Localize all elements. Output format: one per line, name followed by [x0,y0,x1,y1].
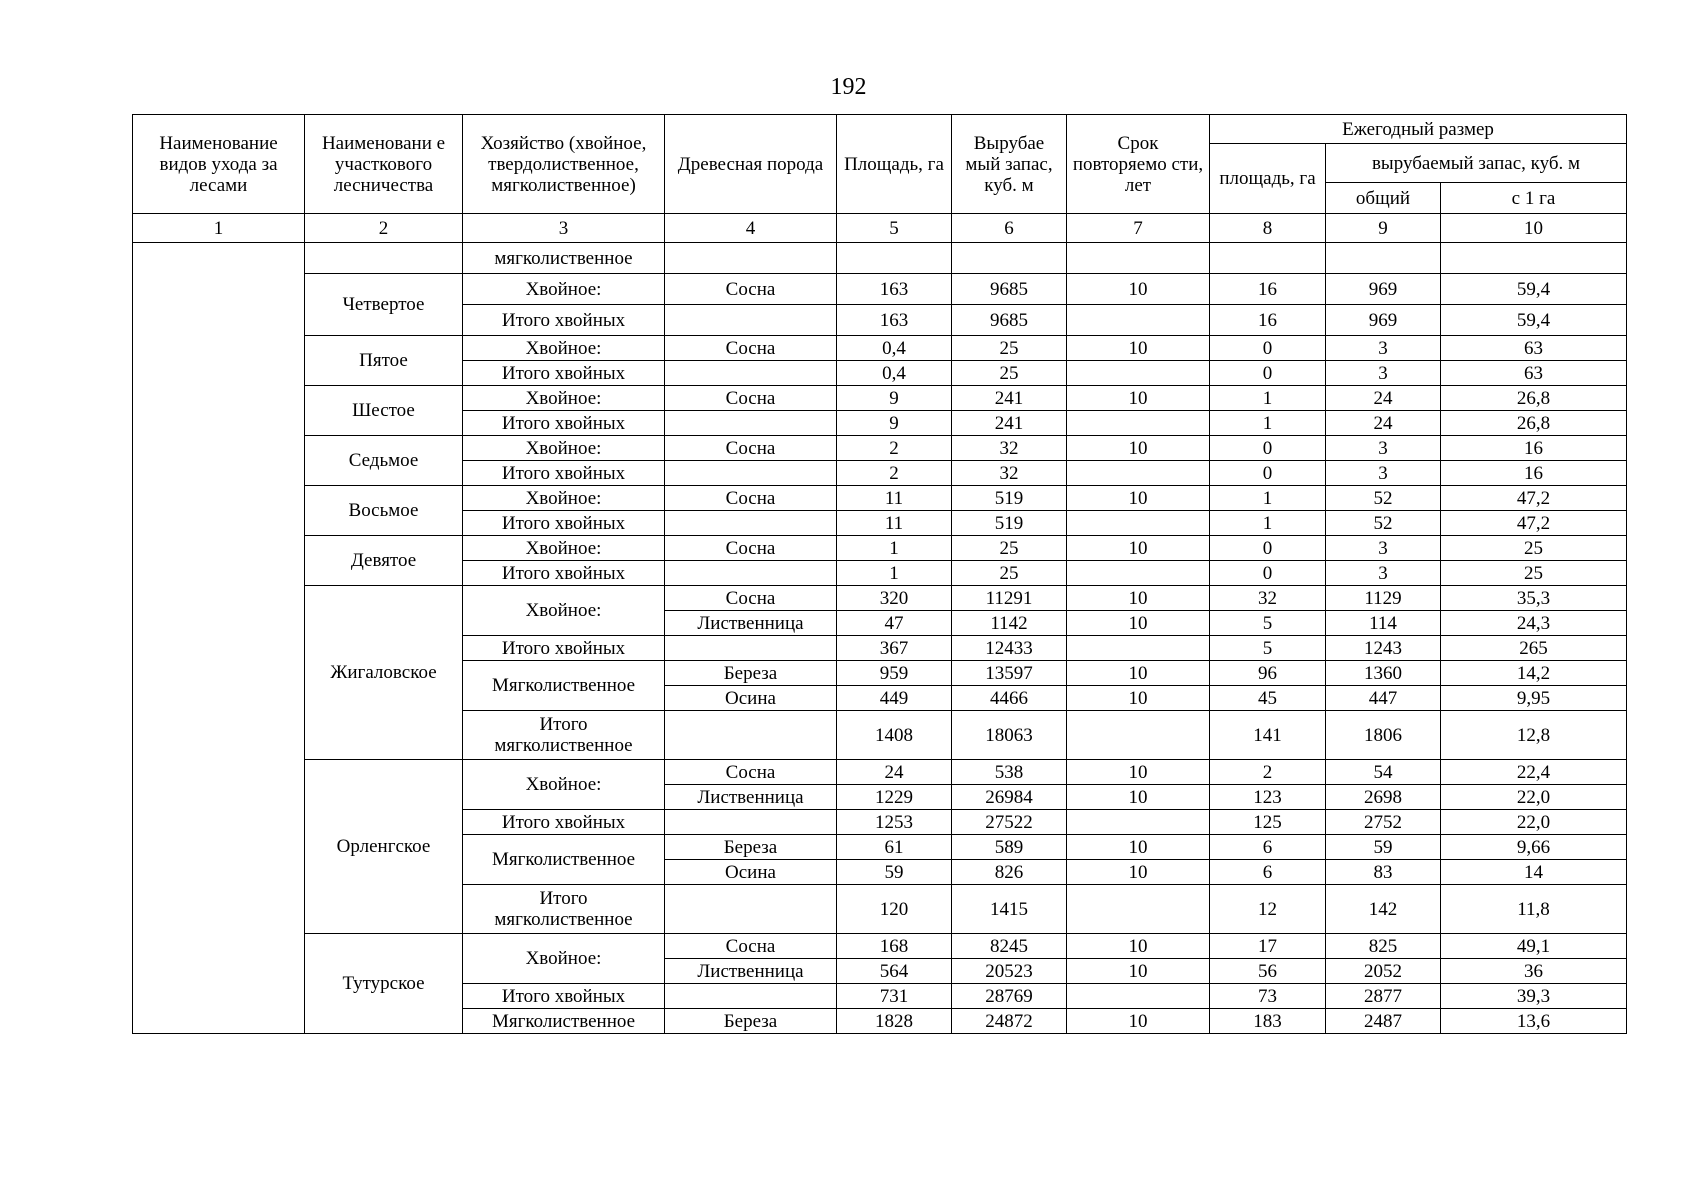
area-cell: 731 [837,984,952,1009]
annual-per-ha-cell: 49,1 [1441,934,1627,959]
annual-total-cell: 447 [1326,686,1441,711]
annual-total-cell: 2052 [1326,959,1441,984]
annual-area-cell: 0 [1210,461,1326,486]
annual-per-ha-cell: 35,3 [1441,586,1627,611]
column-number: 2 [305,214,463,243]
column-number: 6 [952,214,1067,243]
area-cell: 9 [837,386,952,411]
header-volume: Вырубае мый запас, куб. м [952,115,1067,214]
annual-per-ha-cell: 24,3 [1441,611,1627,636]
annual-total-cell: 59 [1326,835,1441,860]
volume-cell: 11291 [952,586,1067,611]
species-cell: Сосна [665,486,837,511]
species-cell [665,305,837,336]
period-cell [1067,511,1210,536]
table-row [133,436,1627,461]
farm-line: Итого [539,714,588,735]
care-type-cell [133,243,305,1034]
period-cell: 10 [1067,586,1210,611]
farm-cell: Итого хвойных [463,984,665,1009]
area-cell: 59 [837,860,952,885]
table-row [133,760,1627,785]
annual-total-cell: 3 [1326,461,1441,486]
column-numbers-row [133,214,1627,243]
annual-per-ha-cell: 25 [1441,536,1627,561]
volume-cell: 1142 [952,611,1067,636]
table-row [133,386,1627,411]
area-cell: 9 [837,411,952,436]
forestry-name: Девятое [305,536,463,586]
annual-per-ha-cell: 22,0 [1441,810,1627,835]
area-cell: 449 [837,686,952,711]
annual-total-cell: 114 [1326,611,1441,636]
forest-care-table [132,114,1627,1034]
area-cell: 120 [837,885,952,934]
species-cell: Лиственница [665,785,837,810]
forestry-name: Восьмое [305,486,463,536]
area-cell: 47 [837,611,952,636]
volume-cell: 9685 [952,274,1067,305]
period-cell [1067,885,1210,934]
species-cell: Сосна [665,336,837,361]
period-cell: 10 [1067,835,1210,860]
farm-cell: Итого хвойных [463,561,665,586]
header-period: Срок повторяемо сти, лет [1067,115,1210,214]
farm-cell: Итого хвойных [463,511,665,536]
area-cell: 1253 [837,810,952,835]
farm-cell: Хвойное: [463,274,665,305]
annual-total-cell: 24 [1326,411,1441,436]
annual-area-cell: 5 [1210,611,1326,636]
annual-total-cell: 2752 [1326,810,1441,835]
period-cell: 10 [1067,336,1210,361]
period-cell: 10 [1067,274,1210,305]
area-cell: 163 [837,305,952,336]
annual-area-cell: 45 [1210,686,1326,711]
annual-total-cell: 1360 [1326,661,1441,686]
volume-cell: 27522 [952,810,1067,835]
annual-per-ha-cell: 11,8 [1441,885,1627,934]
forestry-name: Четвертое [305,274,463,336]
area-cell: 163 [837,274,952,305]
table-row [133,486,1627,511]
annual-area-cell: 1 [1210,486,1326,511]
farm-line: мягколиственное [494,909,633,930]
period-cell: 10 [1067,959,1210,984]
annual-area-cell: 183 [1210,1009,1326,1034]
area-cell: 320 [837,586,952,611]
annual-total-cell: 969 [1326,274,1441,305]
area-cell: 959 [837,661,952,686]
annual-total-cell: 1243 [1326,636,1441,661]
volume-cell: 538 [952,760,1067,785]
period-cell: 10 [1067,661,1210,686]
annual-per-ha-cell: 26,8 [1441,386,1627,411]
volume-cell: 589 [952,835,1067,860]
annual-area-cell: 125 [1210,810,1326,835]
annual-per-ha-cell: 16 [1441,436,1627,461]
annual-total-cell: 3 [1326,361,1441,386]
annual-per-ha-cell: 9,66 [1441,835,1627,860]
annual-per-ha-cell: 25 [1441,561,1627,586]
annual-per-ha-cell: 16 [1441,461,1627,486]
period-cell [1067,411,1210,436]
farm-cell: Хвойное: [463,336,665,361]
header-annual-volume: вырубаемый запас, куб. м [1326,144,1627,183]
farm-cell [463,885,665,934]
annual-area-cell: 17 [1210,934,1326,959]
farm-cell: Итого хвойных [463,305,665,336]
header-annual-area: площадь, га [1210,144,1326,214]
annual-total-cell: 1129 [1326,586,1441,611]
period-cell: 10 [1067,536,1210,561]
annual-per-ha-cell: 9,95 [1441,686,1627,711]
period-cell: 10 [1067,686,1210,711]
farm-cell: Хвойное: [463,386,665,411]
area-cell: 1 [837,561,952,586]
volume-cell: 9685 [952,305,1067,336]
area-cell: 1229 [837,785,952,810]
period-cell: 10 [1067,386,1210,411]
header-care-type: Наименование видов ухода за лесами [133,115,305,214]
table-row [133,536,1627,561]
annual-per-ha-cell: 47,2 [1441,486,1627,511]
annual-total-cell: 2877 [1326,984,1441,1009]
farm-cell: Хвойное: [463,934,665,984]
annual-per-ha-cell: 14,2 [1441,661,1627,686]
period-cell [1067,711,1210,760]
forestry-cell [305,243,463,274]
annual-total-cell: 2487 [1326,1009,1441,1034]
annual-per-ha-cell: 12,8 [1441,711,1627,760]
volume-cell: 241 [952,386,1067,411]
volume-cell: 25 [952,361,1067,386]
area-cell: 1828 [837,1009,952,1034]
farm-line: Итого [539,888,588,909]
species-cell: Осина [665,686,837,711]
farm-cell: Мягколиственное [463,835,665,885]
farm-cell: Мягколиственное [463,1009,665,1034]
farm-cell: Хвойное: [463,760,665,810]
annual-area-cell: 73 [1210,984,1326,1009]
annual-area-cell: 0 [1210,436,1326,461]
annual-total-cell: 3 [1326,336,1441,361]
period-cell: 10 [1067,486,1210,511]
species-cell: Береза [665,1009,837,1034]
header-species: Древесная порода [665,115,837,214]
annual-area-cell: 0 [1210,336,1326,361]
species-cell: Сосна [665,386,837,411]
annual-area-cell: 141 [1210,711,1326,760]
species-cell [665,636,837,661]
annual-total-cell: 52 [1326,511,1441,536]
table-row [133,336,1627,361]
volume-cell: 26984 [952,785,1067,810]
forestry-name: Тутурское [305,934,463,1034]
annual-area-cell: 2 [1210,760,1326,785]
forestry-name: Седьмое [305,436,463,486]
area-cell: 168 [837,934,952,959]
forestry-name: Орленгское [305,760,463,934]
header-farm: Хозяйство (хвойное, твердолиственное, мягколиственное) [463,115,665,214]
species-cell: Осина [665,860,837,885]
table-row [133,586,1627,611]
forestry-name: Пятое [305,336,463,386]
annual-area-cell: 96 [1210,661,1326,686]
annual-area-cell: 0 [1210,536,1326,561]
volume-cell: 24872 [952,1009,1067,1034]
farm-cell: Хвойное: [463,586,665,636]
forestry-name: Шестое [305,386,463,436]
species-cell: Береза [665,661,837,686]
header-forestry: Наименовани е участкового лесничества [305,115,463,214]
species-cell [665,711,837,760]
volume-cell: 32 [952,436,1067,461]
column-number: 5 [837,214,952,243]
column-number: 8 [1210,214,1326,243]
period-cell [1067,984,1210,1009]
volume-cell: 13597 [952,661,1067,686]
period-cell: 10 [1067,436,1210,461]
annual-total-cell: 3 [1326,561,1441,586]
species-cell [665,411,837,436]
farm-cell: мягколиственное [463,243,665,274]
area-cell: 0,4 [837,336,952,361]
annual-per-ha-cell: 26,8 [1441,411,1627,436]
farm-cell: Итого хвойных [463,411,665,436]
header-area: Площадь, га [837,115,952,214]
species-cell: Сосна [665,586,837,611]
annual-total-cell: 825 [1326,934,1441,959]
annual-per-ha-cell: 59,4 [1441,274,1627,305]
annual-per-ha-cell: 59,4 [1441,305,1627,336]
volume-cell: 4466 [952,686,1067,711]
column-number: 7 [1067,214,1210,243]
period-cell [1067,305,1210,336]
annual-total-cell: 1806 [1326,711,1441,760]
annual-area-cell: 6 [1210,835,1326,860]
volume-cell: 25 [952,336,1067,361]
species-cell [665,461,837,486]
area-cell: 367 [837,636,952,661]
column-number: 9 [1326,214,1441,243]
annual-area-cell: 6 [1210,860,1326,885]
annual-per-ha-cell: 265 [1441,636,1627,661]
annual-total-cell: 2698 [1326,785,1441,810]
species-cell [665,511,837,536]
volume-cell: 25 [952,536,1067,561]
species-cell [665,561,837,586]
area-cell: 11 [837,511,952,536]
annual-per-ha-cell: 22,0 [1441,785,1627,810]
table-row [133,274,1627,305]
annual-per-ha-cell: 47,2 [1441,511,1627,536]
annual-per-ha-cell: 14 [1441,860,1627,885]
annual-area-cell: 5 [1210,636,1326,661]
farm-cell: Мягколиственное [463,661,665,711]
annual-per-ha-cell: 63 [1441,336,1627,361]
period-cell [1067,636,1210,661]
volume-cell: 25 [952,561,1067,586]
species-cell [665,984,837,1009]
volume-cell: 519 [952,486,1067,511]
annual-per-ha-cell: 63 [1441,361,1627,386]
species-cell: Сосна [665,274,837,305]
volume-cell: 1415 [952,885,1067,934]
period-cell: 10 [1067,760,1210,785]
volume-cell: 18063 [952,711,1067,760]
period-cell: 10 [1067,785,1210,810]
annual-area-cell: 56 [1210,959,1326,984]
area-cell: 0,4 [837,361,952,386]
header-annual: Ежегодный размер [1210,115,1627,144]
page-number: 192 [830,74,867,100]
volume-cell: 519 [952,511,1067,536]
volume-cell: 241 [952,411,1067,436]
annual-total-cell: 3 [1326,436,1441,461]
period-cell: 10 [1067,611,1210,636]
farm-cell: Итого хвойных [463,461,665,486]
farm-cell: Итого хвойных [463,636,665,661]
annual-area-cell: 12 [1210,885,1326,934]
column-number: 3 [463,214,665,243]
column-number: 10 [1441,214,1627,243]
farm-cell [463,711,665,760]
annual-area-cell: 1 [1210,386,1326,411]
farm-cell: Итого хвойных [463,361,665,386]
table-row [133,243,1627,274]
area-cell: 24 [837,760,952,785]
volume-cell: 20523 [952,959,1067,984]
area-cell: 1 [837,536,952,561]
annual-total-cell: 142 [1326,885,1441,934]
species-cell [665,885,837,934]
column-number: 1 [133,214,305,243]
species-cell: Сосна [665,536,837,561]
species-cell [665,810,837,835]
area-cell: 564 [837,959,952,984]
annual-area-cell: 0 [1210,361,1326,386]
period-cell [1067,461,1210,486]
period-cell: 10 [1067,1009,1210,1034]
period-cell [1067,561,1210,586]
area-cell: 61 [837,835,952,860]
annual-per-ha-cell: 22,4 [1441,760,1627,785]
annual-per-ha-cell: 13,6 [1441,1009,1627,1034]
species-cell: Сосна [665,760,837,785]
period-cell: 10 [1067,934,1210,959]
annual-area-cell: 1 [1210,411,1326,436]
volume-cell: 12433 [952,636,1067,661]
species-cell: Сосна [665,934,837,959]
annual-per-ha-cell: 36 [1441,959,1627,984]
farm-line: мягколиственное [494,735,633,756]
volume-cell: 8245 [952,934,1067,959]
annual-per-ha-cell: 39,3 [1441,984,1627,1009]
annual-total-cell: 3 [1326,536,1441,561]
table-row [133,934,1627,959]
annual-area-cell: 16 [1210,305,1326,336]
annual-total-cell: 54 [1326,760,1441,785]
table-header [133,115,1627,243]
annual-area-cell: 32 [1210,586,1326,611]
forestry-name: Жигаловское [305,586,463,760]
annual-area-cell: 1 [1210,511,1326,536]
area-cell: 11 [837,486,952,511]
species-cell: Лиственница [665,611,837,636]
area-cell: 2 [837,436,952,461]
farm-cell: Хвойное: [463,486,665,511]
volume-cell: 826 [952,860,1067,885]
period-cell [1067,361,1210,386]
table-body [133,243,1627,1034]
annual-total-cell: 24 [1326,386,1441,411]
annual-total-cell: 83 [1326,860,1441,885]
species-cell: Береза [665,835,837,860]
period-cell: 10 [1067,860,1210,885]
volume-cell: 28769 [952,984,1067,1009]
column-number: 4 [665,214,837,243]
annual-area-cell: 123 [1210,785,1326,810]
area-cell: 2 [837,461,952,486]
farm-cell: Хвойное: [463,436,665,461]
header-annual-per-ha: с 1 га [1441,183,1627,214]
annual-area-cell: 16 [1210,274,1326,305]
farm-cell: Итого хвойных [463,810,665,835]
volume-cell: 32 [952,461,1067,486]
area-cell: 1408 [837,711,952,760]
annual-total-cell: 52 [1326,486,1441,511]
species-cell: Сосна [665,436,837,461]
period-cell [1067,810,1210,835]
header-annual-total: общий [1326,183,1441,214]
annual-total-cell: 969 [1326,305,1441,336]
annual-area-cell: 0 [1210,561,1326,586]
species-cell: Лиственница [665,959,837,984]
species-cell [665,361,837,386]
farm-cell: Хвойное: [463,536,665,561]
